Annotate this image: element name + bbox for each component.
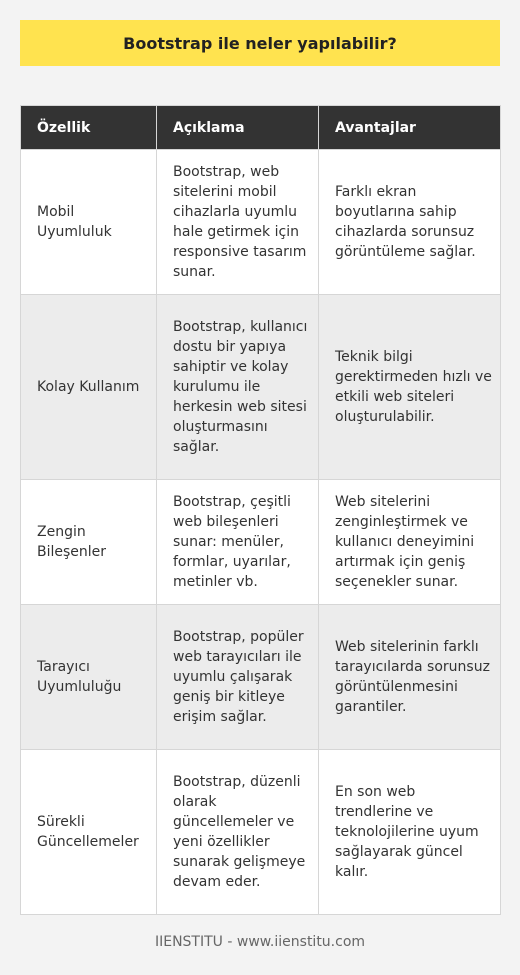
footer-credit: IIENSTITU - www.iienstitu.com (154, 934, 366, 950)
cell-feature: Mobil Uyumluluk (21, 150, 157, 295)
cell-description: Bootstrap, web sitelerini mobil cihazlarla uyumlu hale getirmek için responsive tasarım sunar. (157, 150, 319, 295)
cell-feature: Zengin Bileşenler (21, 480, 157, 605)
cell-advantage: Farklı ekran boyutlarına sahip cihazlarda sorunsuz görüntüleme sağlar. (319, 150, 501, 295)
feature-table (20, 105, 501, 915)
cell-advantage: Web sitelerinin farklı tarayıcılarda sorunsuz görüntülenmesini garantiler. (319, 605, 501, 750)
cell-feature: Sürekli Güncellemeler (21, 750, 157, 915)
cell-feature: Kolay Kullanım (21, 295, 157, 480)
cell-advantage: En son web trendlerine ve teknolojilerine uyum sağlayarak güncel kalır. (319, 750, 501, 915)
table-row (21, 605, 501, 750)
cell-description: Bootstrap, popüler web tarayıcıları ile uyumlu çalışarak geniş bir kitleye erişim sağlar. (157, 605, 319, 750)
cell-advantage: Teknik bilgi gerektirmeden hızlı ve etkili web siteleri oluşturulabilir. (319, 295, 501, 480)
cell-feature: Tarayıcı Uyumluluğu (21, 605, 157, 750)
header-feature: Özellik (21, 106, 157, 150)
table-row (21, 295, 501, 480)
cell-description: Bootstrap, çeşitli web bileşenleri sunar: menüler, formlar, uyarılar, metinler vb. (157, 480, 319, 605)
table-row (21, 750, 501, 915)
table-header-row (21, 106, 501, 150)
cell-advantage: Web sitelerini zenginleştirmek ve kullanıcı deneyimini artırmak için geniş seçenekler sunar. (319, 480, 501, 605)
table-row (21, 150, 501, 295)
cell-description: Bootstrap, düzenli olarak güncellemeler ve yeni özellikler sunarak gelişmeye devam eder. (157, 750, 319, 915)
header-description: Açıklama (157, 106, 319, 150)
page-title: Bootstrap ile neler yapılabilir? (20, 20, 500, 66)
header-advantages: Avantajlar (319, 106, 501, 150)
cell-description: Bootstrap, kullanıcı dostu bir yapıya sahiptir ve kolay kurulumu ile herkesin web sitesi oluşturmasını sağlar. (157, 295, 319, 480)
table-row (21, 480, 501, 605)
